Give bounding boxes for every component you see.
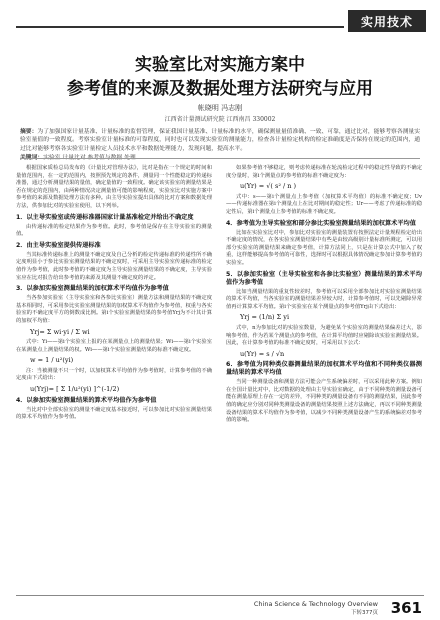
body-column-right: [226, 165, 422, 426]
continued-note: 下转377页: [351, 610, 378, 616]
article-affiliation: 江西省计量测试研究院 江西南昌 330002: [164, 116, 276, 123]
paragraph: 式中：Yi——第i个实验室上报的在某测量点上的测量结果；Wi——第i个实验室在某测量点上测量结果的权。Wi——第i个实验室测量结果的标准不确定度。: [16, 339, 212, 353]
page-footer: [0, 595, 440, 620]
paragraph: 式中：s——第i个测量点上参考值（加权算术平均值）的标准不确定度；Uv——传递标准器在第i个测量点上在比对期间的稳定性；Ur——考虑了传递标准的稳定性后，第i个测量点上参考值的标准不确定度。: [226, 193, 422, 215]
section-heading: 1．以主导实验室或传递标准器国家计量基准检定并给出不确定度: [16, 213, 194, 221]
formula-stability: u(Yr) = √( s² / n ): [240, 182, 297, 191]
formula-std-uncertainty: u(Yr) = s / √n: [240, 349, 285, 358]
abstract-label: 摘要：: [20, 129, 38, 135]
formula-uncertainty: u(Yrj)= [ Σ 1/u²(yi) ]^(-1/2): [30, 385, 120, 394]
abstract-divider: [20, 158, 420, 159]
footer-rule: [16, 595, 424, 596]
paragraph: 式中，n为参加比对的实验室数量，为避免某个实验室的测量结果偏差过大，影响参考值，作为若某个测量点的参考值，在计算平均值时应剔除该实验室测量结果。因此，在计算参考值的标准不确定度时，可采用以下公式：: [226, 324, 422, 347]
paragraph: 比如当测量结果的重复性较差时，参考值可以采用全部参加比对实验室测量结果的算术平均值，当各实验室的测量结果差异较大时，计算参考值时，可以先剔除异常值再计算算术平均值。第i个实验室在某个测量点的参考值Yrj由下式给出：: [226, 288, 422, 310]
section-heading: 5．以参加实验室（主导实验室和各参比实验室）测量结果的算术平均值作为参考值: [226, 270, 422, 286]
paragraph: 由传递标准的检定结果作为参考值。此时，参考值是保存在主导实验室的测量值。: [16, 223, 212, 238]
section-heading: 6．参考值为同种类仪器测量结果的加权算术平均值和不同种类仪器测量结果的算术平均值: [226, 361, 422, 377]
abstract-text: 为了加强国家计量基准、计量标准的监督管理，保证我国计量基准、计量标准的水平，确保测量量值准确、一致、可靠，通过比对，能够考察各测量实验室量值的一致程度。考察实验室计量标准的可靠程度，同时也可以发现实验室的测量能力，检查各计量检定机构的检定准确度是否保持在规定的范围内，通过比对能够考察各实验室计量检定人员技术水平和数据处理能力，发现问题，提高水平。: [20, 129, 421, 152]
article-authors: 帐晓明 冯志刚: [197, 104, 243, 112]
paragraph: 当各参加实验室（主导实验室和各参比实验室）测量方法和测量结果的不确定度基本相同时，可采用参比实验室测量结果的加权算术平均值作为参考值，权重与各实验室的不确定度平方的倒数成比例。第i个实验室测量结果的参考值Yrj为不计其计算的加权平均值：: [16, 295, 212, 324]
section-heading: 3．以参加实验室测量结果的加权算术平均值作为参考值: [16, 285, 169, 293]
article-title-line2: 参考值的来源及数据处理方法研究与应用: [67, 79, 373, 99]
page-number: 361: [390, 599, 422, 617]
formula-weight: w = 1 / u²(yi): [30, 356, 74, 365]
journal-name: China Science & Technology Overview: [253, 600, 378, 608]
formula-arithmetic-mean: Yrj = (1/n) Σ yi: [240, 313, 290, 322]
section-tag: 实用技术: [348, 10, 426, 32]
paragraph: 当其标准传递标准上的测量不确定度及自己分析的检定传递标准的传递性所不确定度明显小于参比实验室测量结果的不确定度时，可采用主导实验室传递标准的检定值作为参考值，此时参考值的不确定度为主导实验室测量结果的不确定度，主导实验室应在比对报告给出参考值的来源及其测量不确定度的评定。: [16, 251, 212, 281]
section-heading: 4．参考值为主导实验室和部分参比实验室测量结果的加权算术平均值: [226, 219, 416, 227]
paragraph: 根据国家质检总局发布的《计量比对管理办法》，比对是指在一个规定的时间和量值范围内，在一定的范围内，按照预先规定的条件，测量同一个性能稳定的传递标准器，通过分析测量结果的量值，确定量值的一致程度。确定该实验室的测量结果是否在规定的范围内，由两种情况决定测量值可能的影响程度，实验室比对实施方案中参考值的来源及数据处理方法有多种。由主导实验室提出具体的比对方案和数据处理方法，供参加比对的实验室使用，以下列举。: [16, 165, 212, 209]
paragraph: 当同一种测量设备和测量方法可能会产生系统偏差时，可以采用此种方案。例如在全国计量比对中，比对数据的处理由主导实验室确定，由于不同种类的测量设备可能在测量原理上存在一定的差异，不同种类的测量设备有不同的测量结果，因此参考值的确定应分别对同种类测量设备的测量结果按照上述方法确定，再以不同种类测量设备结果的算术平均值作为参考值，以减少不同种类测量设备产生的系统偏差对参考值的影响。: [226, 379, 422, 424]
paragraph: 注：当被测量不只一个时，以加权算术平均值作为参考值时，计算参考值的不确定度由下式给出：: [16, 367, 212, 382]
formula-weighted-mean: Yrj= Σ wi·yi / Σ wi: [30, 327, 90, 336]
section-heading: 2．由主导实验室提供传递标准: [16, 241, 101, 249]
body-column-left: [16, 165, 212, 423]
section-heading: 4．以参加实验室测量结果的算术平均值作为参考值: [16, 396, 157, 404]
paragraph: 当比对中全部实验室的测量不确定度基本接近时，可以参加比对实验室测量结果的算术平均值作为参考值。: [16, 406, 212, 421]
paragraph: 比如在实验室比对中，参加比对实验室的测量装置有按照法定计量规程检定给出不确定度的情况，在各实验室测量结果中有些是由较高级别计量标准所测定，可以用部分实验室的测量结果来确定参考值，计算方法同上，只是在计算公式中加入了权重，这样能够提高参考值的可靠性，选择时可以根据具体情况确定参加计算参考值的实验室。: [226, 229, 422, 266]
header-rule: [16, 26, 344, 28]
page-header: [0, 0, 440, 40]
article-title-line1: 实验室比对实施方案中: [135, 55, 305, 75]
paragraph: 如果参考值不够稳定，则考虑传递标准在轮流检定过程中的稳定性导致的不确定度分量时，第i个测量点的参考值的标准不确定度为：: [226, 165, 422, 179]
